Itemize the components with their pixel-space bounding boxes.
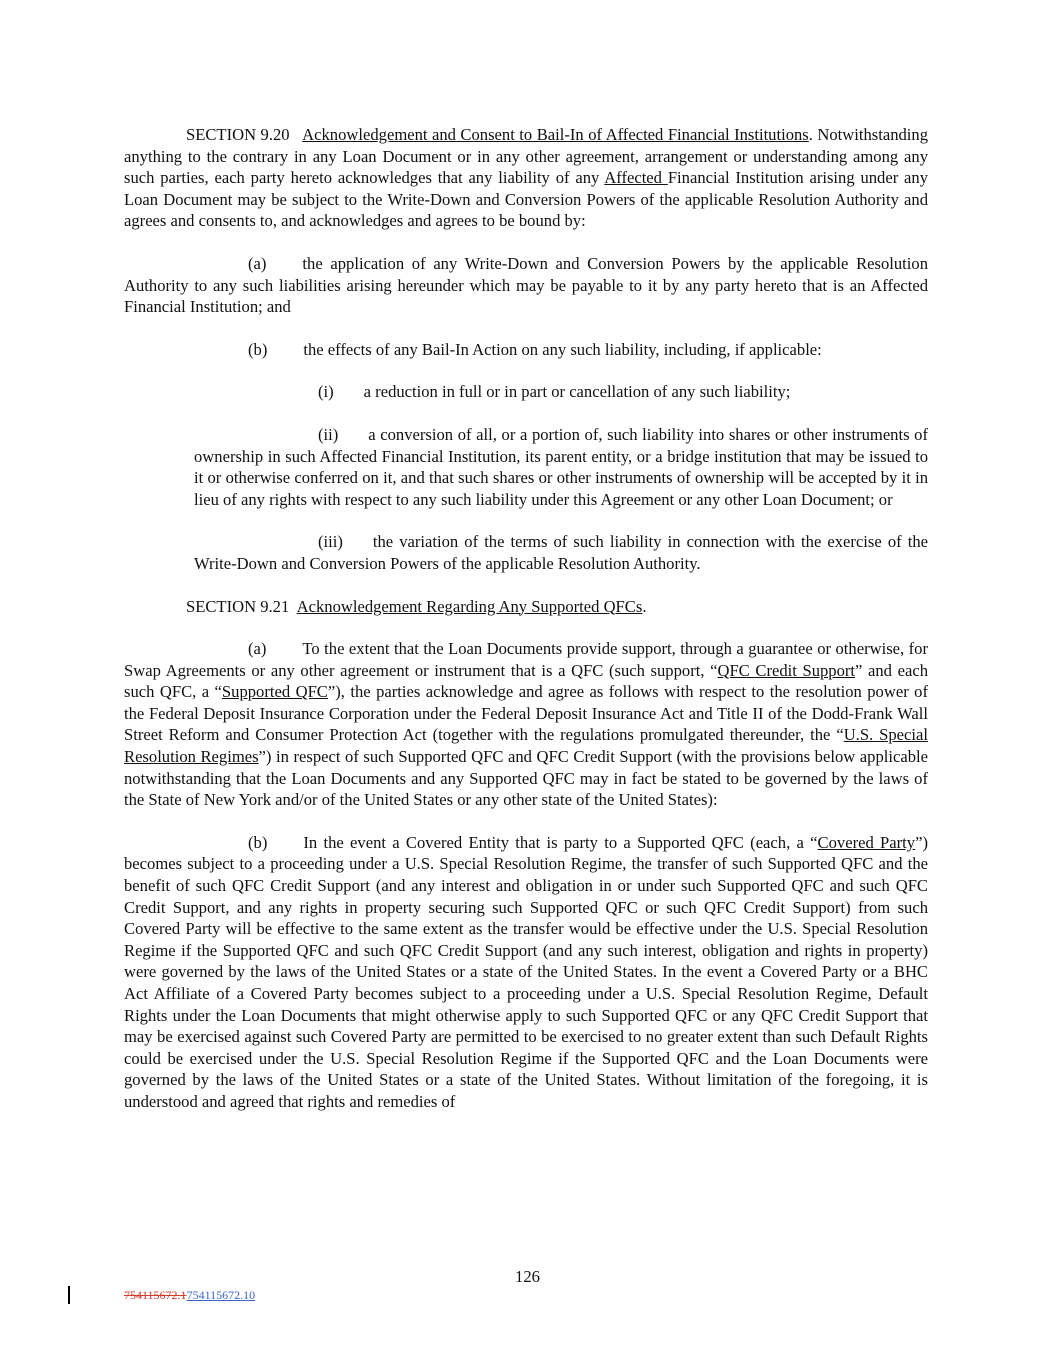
section-9-21-heading-line: SECTION 9.21 Acknowledgement Regarding Any Supported QFCs. — [186, 596, 647, 616]
document-body — [124, 124, 928, 1134]
section-9-20-affected: Affected — [604, 168, 668, 188]
clause-label: (a) — [248, 639, 267, 659]
clause-label: (a) — [248, 253, 267, 273]
doc-id-deleted: 754115672.1 — [124, 1288, 187, 1302]
clause-text: the application of any Write-Down and Conversion Powers by the applicable Resolution Authority to any such liabilities arising hereunder which may be payable to it by any party hereto that is an Affected Financial Institution; and — [124, 253, 928, 317]
clause-label: (b) — [248, 832, 268, 852]
clause-text: ”) in respect of such Supported QFC and QFC Credit Support (with the provisions below applicable notwithstanding that the Loan Documents and any Supported QFC may in fact be stated to be governed by the laws of the State of New York and/or of the United States or any other state of the United States): — [124, 747, 928, 810]
section-9-20-clause-i — [124, 381, 928, 403]
section-9-20-text-a: Notwithstanding anything to the contrary in any Loan Document or in any other agreement, arrangement or understanding among any such parties, each party hereto acknowledges that any liability of any — [124, 125, 929, 188]
section-9-21-heading: SECTION 9.21 — [186, 596, 290, 616]
clause-text: ” and each such QFC, a “ — [124, 660, 928, 702]
clause-text: ”), the parties acknowledge and agree as follows with respect to the resolution power of the Federal Deposit Insurance Corporation under the Federal Deposit Insurance Act and Title II of the Dodd-Frank Wall Street Reform and Consumer Protection Act (together with the regulations promulgated thereunder, the “ — [124, 682, 928, 745]
clause-label: (b) — [248, 339, 268, 359]
change-bar — [68, 1286, 70, 1304]
clause-text: the effects of any Bail-In Action on any such liability, including, if applicable: — [303, 339, 822, 359]
defined-term-qfc-credit-support: QFC Credit Support — [717, 660, 856, 680]
section-9-20-clause-a — [124, 253, 928, 318]
clause-text: a conversion of all, or a portion of, such liability into shares or other instruments of ownership in such Affected Financial Institution, its parent entity, or a bridge institution that may be issued to it or otherwise conferred on it, and that such shares or other instruments of ownership will be accepted by it in lieu of any rights with respect to any such liability under this Agreement or any other Loan Document; or — [194, 424, 928, 509]
clause-label: (i) — [318, 382, 334, 402]
clause-label: (iii) — [318, 532, 343, 552]
section-9-20-clause-ii — [124, 424, 928, 510]
defined-term-supported-qfc: Supported QFC — [221, 682, 328, 702]
section-9-20-intro: SECTION 9.20 Acknowledgement and Consent to Bail-In of Affected Financial Institutions. Notwithstanding anything to the contrary in any Loan Document or in any other agreement, arrangement or understanding among any such parties, each party hereto acknowledges that any liability of any Affected Financial Institution arising under any Loan Document may be subject to the Write-Down and Conversion Powers of the applicable Resolution Authority and agrees and consents to, and acknowledges and agrees to be bound by: — [124, 125, 929, 231]
clause-text: In the event a Covered Entity that is party to a Supported QFC (each, a “ — [303, 832, 818, 852]
section-9-21-clause-b — [124, 832, 928, 1113]
section-9-21-clause-a — [124, 638, 928, 811]
section-9-20-clause-b — [124, 339, 928, 361]
defined-term-us-special-resolution-regimes: U.S. Special Resolution Regimes — [124, 725, 929, 767]
section-9-20-clause-iii — [124, 531, 928, 574]
section-9-21-title: Acknowledgement Regarding Any Supported QFCs — [296, 596, 643, 616]
clause-text: the variation of the terms of such liability in connection with the exercise of the Write-Down and Conversion Powers of the applicable Resolution Authority. — [194, 532, 928, 573]
page-number: 126 — [515, 1267, 540, 1286]
clause-text: ”) becomes subject to a proceeding under a U.S. Special Resolution Regime, the transfer of such Supported QFC and the benefit of such QFC Credit Support (and any interest and obligation in or under such Supported QFC and such QFC Credit Support, and any rights in property securing such Supported QFC or such QFC Credit Support) from such Covered Party will be effective to the same extent as the transfer would be effective under the U.S. Special Resolution Regime if the Supported QFC and such QFC Credit Support (and any such interest, obligation and rights in property) were governed by the laws of the United States or a state of the United States. In the event a Covered Party or a BHC Act Affiliate of a Covered Party becomes subject to a proceeding under a U.S. Special Resolution Regime, Default Rights under the Loan Documents that might otherwise apply to such Supported QFC or any QFC Credit Support that may be exercised against such Covered Party are permitted to be exercised to no greater extent than such Default Rights could be exercised under the U.S. Special Resolution Regime if the Supported QFC and the Loan Documents were governed by the laws of the United States or a state of the United States. Without limitation of the foregoing, it is understood and agreed that rights and remedies of — [124, 832, 928, 1111]
clause-text: To the extent that the Loan Documents provide support, through a guarantee or otherwise, for Swap Agreements or any other agreement or instrument that is a QFC (such support, “ — [124, 639, 928, 680]
defined-term-covered-party: Covered Party — [817, 832, 916, 852]
clause-label: (ii) — [318, 424, 339, 444]
section-9-20-heading: SECTION 9.20 — [186, 125, 290, 144]
section-9-20-title: Acknowledgement and Consent to Bail-In of Affected Financial Institutions — [302, 125, 809, 144]
document-id — [124, 1288, 255, 1303]
clause-text: a reduction in full or in part or cancellation of any such liability; — [363, 382, 791, 402]
doc-id-inserted: 754115672.10 — [186, 1288, 256, 1302]
section-9-20-text-b: Financial Institution arising under any Loan Document may be subject to the Write-Down and Conversion Powers of the applicable Resolution Authority and agrees and consents to, and acknowledges and agrees to be bound by: — [124, 168, 929, 231]
